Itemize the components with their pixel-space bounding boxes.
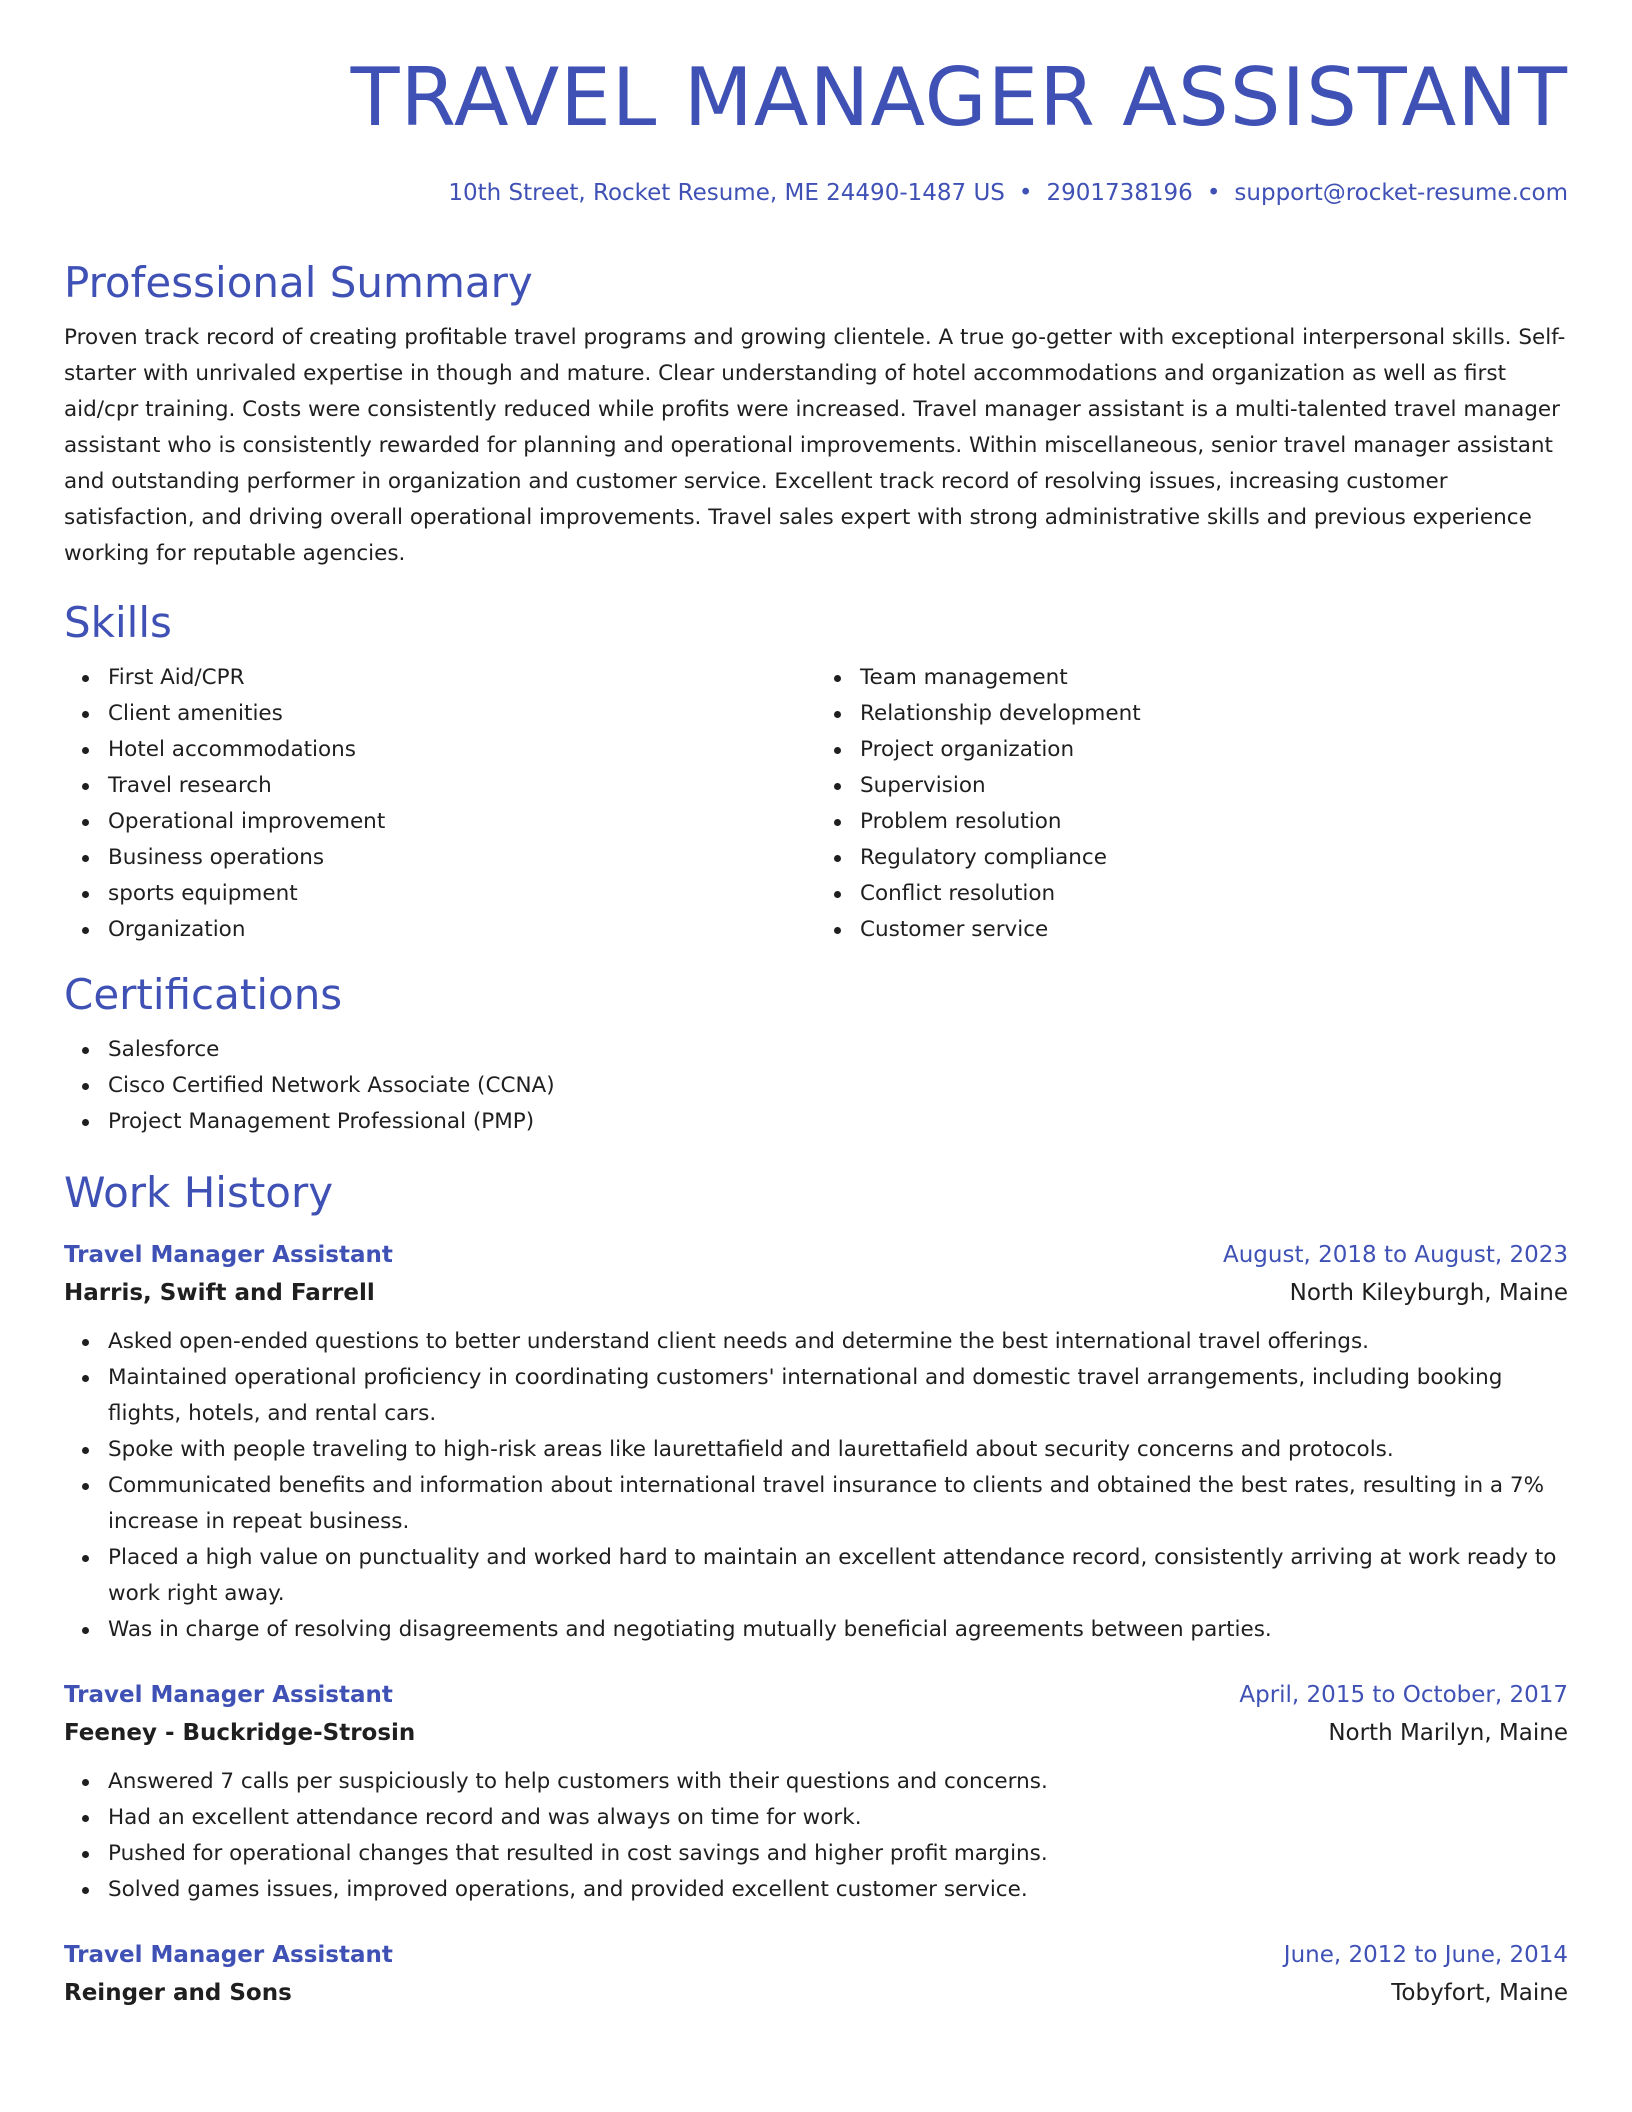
- certification-item: Project Management Professional (PMP): [108, 1104, 1568, 1140]
- job-header-row: [64, 1676, 1568, 1714]
- work-history-section: [64, 1166, 1568, 2012]
- summary-text: Proven track record of creating profitable travel programs and growing clientele. A true go-getter with exceptional interpersonal skills. Self-starter with unrivaled expertise in though and mature. Clear understanding of hotel accommodations and organization as well as first aid/cpr training. Costs were consistently reduced while profits were increased. Travel manager assistant is a multi-talented travel manager assistant who is consistently rewarded for planning and operational improvements. Within miscellaneous, senior travel manager assistant and outstanding performer in organization and customer service. Excellent track record of resolving issues, increasing customer satisfaction, and driving overall operational improvements. Travel sales expert with strong administrative skills and previous experience working for reputable agencies.: [64, 325, 1566, 566]
- job-bullet: Solved games issues, improved operations, and provided excellent customer service.: [108, 1872, 1568, 1908]
- skill-item: Project organization: [860, 732, 1568, 768]
- job-dates: April, 2015 to October, 2017: [1239, 1682, 1568, 1708]
- job-dates: August, 2018 to August, 2023: [1223, 1242, 1568, 1268]
- skill-item: Operational improvement: [108, 804, 816, 840]
- skill-item: Hotel accommodations: [108, 732, 816, 768]
- job-company-row: [64, 1714, 1568, 1752]
- job-bullet: Communicated benefits and information about international travel insurance to clients and obtained the best rates, resulting in a 7% increase in repeat business.: [108, 1468, 1568, 1540]
- job-dates: June, 2012 to June, 2014: [1283, 1942, 1568, 1968]
- job-entry: [64, 1676, 1568, 1908]
- job-location: Tobyfort, Maine: [1391, 1980, 1568, 2006]
- separator: •: [1206, 180, 1221, 206]
- skill-item: Regulatory compliance: [860, 840, 1568, 876]
- skills-section: [64, 596, 1568, 948]
- skill-item: Conflict resolution: [860, 876, 1568, 912]
- job-title: Travel Manager Assistant: [64, 1942, 393, 1968]
- job-location: North Kileyburgh, Maine: [1289, 1280, 1568, 1306]
- address: 10th Street, Rocket Resume, ME 24490-1487 US: [448, 180, 1005, 206]
- job-bullets: [64, 1764, 1568, 1908]
- job-company: Feeney - Buckridge-Strosin: [64, 1720, 416, 1746]
- job-company-row: [64, 1974, 1568, 2012]
- job-bullet: Maintained operational proficiency in coordinating customers' international and domestic travel arrangements, including booking flights, hotels, and rental cars.: [108, 1360, 1568, 1432]
- job-company-row: [64, 1274, 1568, 1312]
- job-company: Reinger and Sons: [64, 1980, 292, 2006]
- skills-list-left: [64, 660, 816, 948]
- skills-list-right: [816, 660, 1568, 948]
- job-entry: [64, 1936, 1568, 2012]
- job-entry: [64, 1236, 1568, 1648]
- job-bullet: Had an excellent attendance record and was always on time for work.: [108, 1800, 1568, 1836]
- phone[interactable]: 2901738196: [1046, 180, 1193, 206]
- certification-item: Cisco Certified Network Associate (CCNA): [108, 1068, 1568, 1104]
- summary-section: [64, 256, 1568, 572]
- skill-item: Travel research: [108, 768, 816, 804]
- job-bullets: [64, 1324, 1568, 1648]
- resume-title: TRAVEL MANAGER ASSISTANT: [350, 51, 1568, 144]
- skill-item: Team management: [860, 660, 1568, 696]
- skill-item: Relationship development: [860, 696, 1568, 732]
- job-bullet: Was in charge of resolving disagreements and negotiating mutually beneficial agreements between parties.: [108, 1612, 1568, 1648]
- separator: •: [1018, 180, 1033, 206]
- skills-grid: [64, 660, 1568, 948]
- skill-item: First Aid/CPR: [108, 660, 816, 696]
- job-company: Harris, Swift and Farrell: [64, 1280, 375, 1306]
- skill-item: Customer service: [860, 912, 1568, 948]
- certifications-section: [64, 968, 1568, 1140]
- job-bullet: Placed a high value on punctuality and worked hard to maintain an excellent attendance record, consistently arriving at work ready to work right away.: [108, 1540, 1568, 1612]
- skill-item: Business operations: [108, 840, 816, 876]
- job-title: Travel Manager Assistant: [64, 1242, 393, 1268]
- email-link[interactable]: support@rocket-resume.com: [1234, 180, 1568, 206]
- section-heading: Work History: [64, 1168, 334, 1217]
- skill-item: Organization: [108, 912, 816, 948]
- job-location: North Marilyn, Maine: [1328, 1720, 1568, 1746]
- section-heading: Professional Summary: [64, 258, 533, 307]
- certification-item: Salesforce: [108, 1032, 1568, 1068]
- skill-item: sports equipment: [108, 876, 816, 912]
- section-heading: Skills: [64, 598, 172, 647]
- job-bullet: Asked open-ended questions to better understand client needs and determine the best international travel offerings.: [108, 1324, 1568, 1360]
- job-bullet: Spoke with people traveling to high-risk areas like laurettafield and laurettafield about security concerns and protocols.: [108, 1432, 1568, 1468]
- contact-line: [64, 180, 1568, 206]
- certifications-list: [64, 1032, 1568, 1140]
- skill-item: Problem resolution: [860, 804, 1568, 840]
- skill-item: Client amenities: [108, 696, 816, 732]
- job-bullet: Pushed for operational changes that resulted in cost savings and higher profit margins.: [108, 1836, 1568, 1872]
- job-bullet: Answered 7 calls per suspiciously to help customers with their questions and concerns.: [108, 1764, 1568, 1800]
- job-header-row: [64, 1936, 1568, 1974]
- job-header-row: [64, 1236, 1568, 1274]
- job-title: Travel Manager Assistant: [64, 1682, 393, 1708]
- section-heading: Certifications: [64, 970, 343, 1019]
- skill-item: Supervision: [860, 768, 1568, 804]
